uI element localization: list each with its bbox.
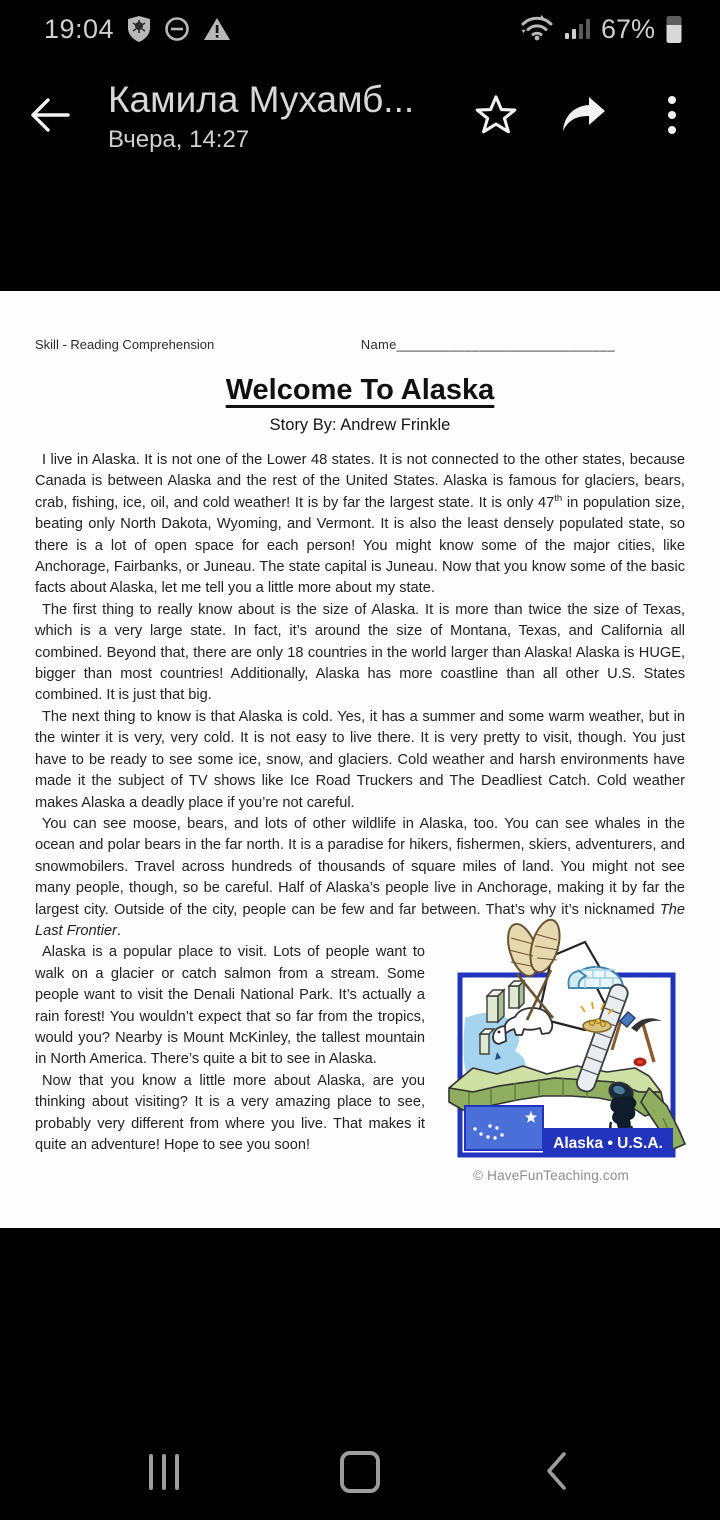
- message-timestamp: Вчера, 14:27: [108, 125, 250, 153]
- worksheet-title: Welcome To Alaska: [225, 374, 495, 406]
- three-dots-icon: [665, 93, 679, 140]
- alaska-map-clipart: [435, 922, 700, 1160]
- back-button[interactable]: [22, 88, 78, 144]
- paragraph-4: You can see moose, bears, and lots of other wildlife in Alaska, too. You can see whales in the ocean and polar bears in the far north. It is a paradise for hikers, fishermen, skiers, adventurers, and snowmobilers. Travel across hundreds of thousands of square miles of land. You might not see many people, though, so be careful. Half of Alaska’s people live in Anchorage, making it by far the largest city. Outside of the city, people can be few and far between. That’s why it’s nicknamed The Last Frontier.: [35, 815, 685, 939]
- share-button[interactable]: [556, 88, 612, 144]
- home-icon: [340, 1451, 380, 1493]
- nickname-italic: The Last Frontier: [35, 901, 685, 939]
- battery-icon: [664, 13, 684, 45]
- app-header: [0, 62, 720, 170]
- do-not-disturb-icon: [164, 16, 190, 42]
- paragraph-1: I live in Alaska. It is not one of the Lower 48 states. It is not connected to the other states, because Canada is between Alaska and the rest of the United States. Alaska is famous for glaciers, bears, crab, fishing, ice, oil, and cold weather! It is by far the largest state. It is only 47th in population size, beating only North Dakota, Wyoming, and Vermont. It is also the least densely populated state, so there is a lot of open space for each person! You might know some of the major cities, like Anchorage, Fairbanks, or Juneau. The state capital is Juneau. Now that you know some of the basic facts about Alaska, let me tell you a little more about my state.: [35, 452, 685, 597]
- paragraph-2: The first thing to really know about is the size of Alaska. It is more than twice the size of Texas, which is a very large state. In fact, it’s around the size of Montana, Texas, and California all combined. Beyond that, there are only 18 countries in the world larger than Alaska! Alaska is HUGE, bigger than most countries! Additionally, Alaska has more coastline than all other U.S. States combined. It is just that big.: [35, 601, 685, 704]
- story-text: [35, 450, 685, 1187]
- chevron-left-icon: [543, 1450, 569, 1495]
- recents-icon: [149, 1454, 179, 1490]
- paragraph-5: Alaska is a popular place to visit. Lots of people want to walk on a glacier or catch salmon from a stream. Some people want to visit the Denali National Park. It’s actually a rain forest! You wouldn’t expect that so far from the tropics, would you? Nearby is Mount McKinley, the tallest mountain in North America. There’s quite a bit to see in Alaska.: [35, 944, 425, 1068]
- share-forward-icon: [561, 95, 607, 138]
- home-button[interactable]: [328, 1440, 392, 1504]
- conversation-header[interactable]: [108, 79, 468, 154]
- status-bar: [0, 0, 720, 58]
- overflow-menu-button[interactable]: [644, 88, 700, 144]
- worksheet-byline: Story By: Andrew Frinkle: [269, 416, 451, 434]
- wifi-icon: [519, 14, 555, 44]
- antivirus-shield-icon: [127, 15, 151, 43]
- warning-icon: [203, 16, 231, 42]
- ordinal-superscript: th: [554, 492, 563, 504]
- paragraph-6: Now that you know a little more about Alaska, are you thinking about visiting? It is a very amazing place to see, probably very different from where you live. That makes it quite an adventure! Hope to see you soon!: [35, 1072, 425, 1153]
- cellular-signal-icon: [564, 15, 592, 43]
- contact-name-title: Камила Мухамб...: [108, 78, 415, 120]
- recents-button[interactable]: [132, 1440, 196, 1504]
- worksheet-page[interactable]: [0, 291, 720, 1228]
- copyright-line: © HaveFunTeaching.com: [473, 1168, 629, 1184]
- figure-caption: Alaska • U.S.A.: [553, 1135, 663, 1153]
- nav-back-button[interactable]: [524, 1440, 588, 1504]
- clock: 19:04: [44, 13, 115, 44]
- name-blank-label: Name_____________________________: [360, 337, 615, 352]
- back-arrow-icon: [28, 95, 72, 138]
- favorite-button[interactable]: [468, 88, 524, 144]
- skill-label: Skill - Reading Comprehension: [35, 337, 215, 352]
- alaska-illustration: [435, 946, 685, 1158]
- navigation-bar: [0, 1424, 720, 1520]
- star-icon: [474, 93, 518, 140]
- battery-percentage: 67%: [600, 13, 655, 44]
- paragraph-3: The next thing to know is that Alaska is cold. Yes, it has a summer and some warm weather, but in the winter it is very, very cold. It is not easy to live there. It is very pretty to visit, though. You just have to be ready to see some ice, snow, and glaciers. Cold weather and harsh environments have made it the subject of TV shows like Ice Road Truckers and The Deadliest Catch. Cold weather makes Alaska a deadly place if you’re not careful.: [35, 708, 685, 811]
